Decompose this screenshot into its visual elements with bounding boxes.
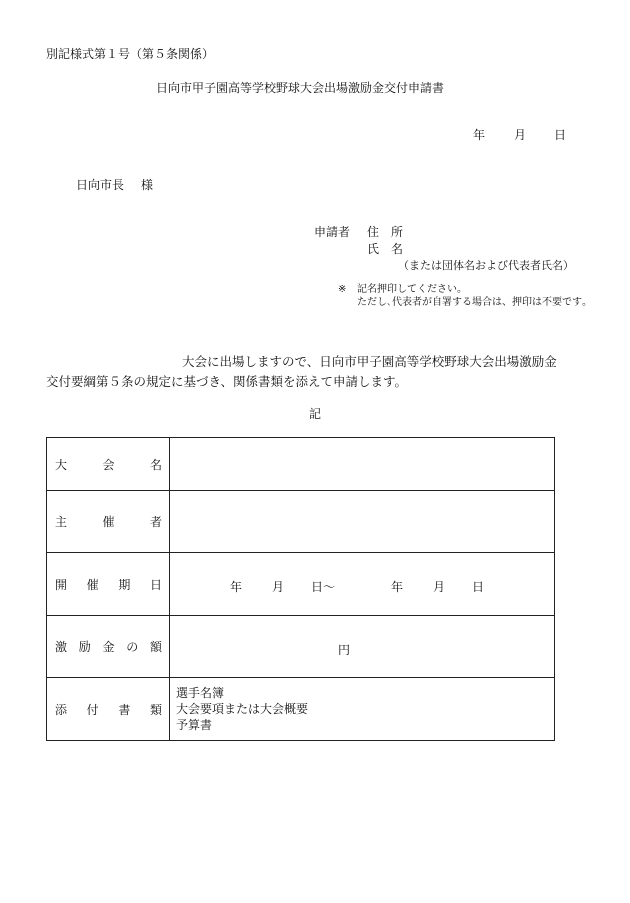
label-char: 催: [102, 515, 115, 529]
seal-note-line1: 記名押印してください。: [357, 284, 467, 295]
name-label: 氏 名: [367, 242, 404, 256]
period-day-1: 日〜: [311, 580, 336, 594]
attachment-item: 予算書: [176, 718, 213, 732]
label-event-name: [47, 438, 170, 491]
note-mark: ※: [338, 284, 347, 295]
row-amount: [47, 616, 555, 678]
label-char: 金: [102, 640, 115, 654]
value-organizer[interactable]: [170, 491, 555, 553]
label-char: 激: [55, 640, 68, 654]
seal-note-line2: ただし､代表者が自署する場合は、押印は不要です｡: [357, 297, 587, 308]
period-month-2: 月: [433, 580, 446, 594]
row-period: [47, 553, 555, 616]
label-char: 開: [55, 577, 68, 592]
label-char: 添: [55, 702, 68, 717]
label-char: 期: [118, 577, 131, 592]
addressee-name: 日向市長: [76, 178, 125, 192]
label-char: 日: [149, 577, 162, 592]
label-char: 主: [55, 515, 68, 529]
label-char: 書: [118, 702, 131, 717]
label-amount: [47, 616, 170, 678]
ki-heading: 記: [309, 407, 322, 421]
row-event-name: [47, 438, 555, 491]
label-char: 励: [78, 640, 91, 654]
attachment-item: 選手名簿: [176, 686, 225, 700]
label-period: [47, 553, 170, 616]
date-day: 日: [554, 128, 567, 142]
document-title: 日向市甲子園高等学校野球大会出場激励金交付申請書: [156, 81, 445, 95]
amount-unit: 円: [338, 643, 351, 657]
label-char: 額: [149, 640, 162, 654]
applicant-label: 申請者: [314, 225, 351, 239]
name-note: （または団体名および代表者氏名）: [398, 259, 574, 272]
value-amount[interactable]: [170, 616, 555, 678]
value-period[interactable]: [170, 553, 555, 616]
row-organizer: [47, 491, 555, 553]
value-attachments: [170, 678, 555, 741]
form-number: 別記様式第１号（第５条関係）: [46, 47, 215, 61]
address-label: 住 所: [367, 225, 404, 239]
row-attachments: [47, 678, 555, 741]
label-char: 会: [102, 457, 115, 472]
period-month-1: 月: [272, 580, 285, 594]
application-table: [46, 437, 555, 741]
period-year-2: 年: [391, 580, 404, 594]
label-char: 催: [86, 577, 99, 592]
label-char: の: [126, 640, 139, 654]
attachment-list: [170, 685, 554, 733]
label-char: 名: [149, 457, 162, 472]
label-attachments: [47, 678, 170, 741]
label-char: 類: [149, 702, 162, 717]
body-line-1: 大会に出場しますので、日向市甲子園高等学校野球大会出場激励金: [182, 354, 557, 369]
label-organizer: [47, 491, 170, 553]
body-line-2: 交付要綱第５条の規定に基づき、関係書類を添えて申請します。: [46, 374, 408, 389]
period-year-1: 年: [230, 580, 243, 594]
attachment-item: 大会要項または大会概要: [176, 702, 309, 716]
date-month: 月: [514, 128, 527, 142]
label-char: 付: [86, 702, 99, 717]
value-event-name[interactable]: [170, 438, 555, 491]
label-char: 者: [149, 515, 162, 529]
label-char: 大: [55, 457, 68, 472]
addressee-honorific: 様: [141, 178, 154, 192]
period-day-2: 日: [472, 580, 485, 594]
date-year: 年: [473, 128, 486, 142]
